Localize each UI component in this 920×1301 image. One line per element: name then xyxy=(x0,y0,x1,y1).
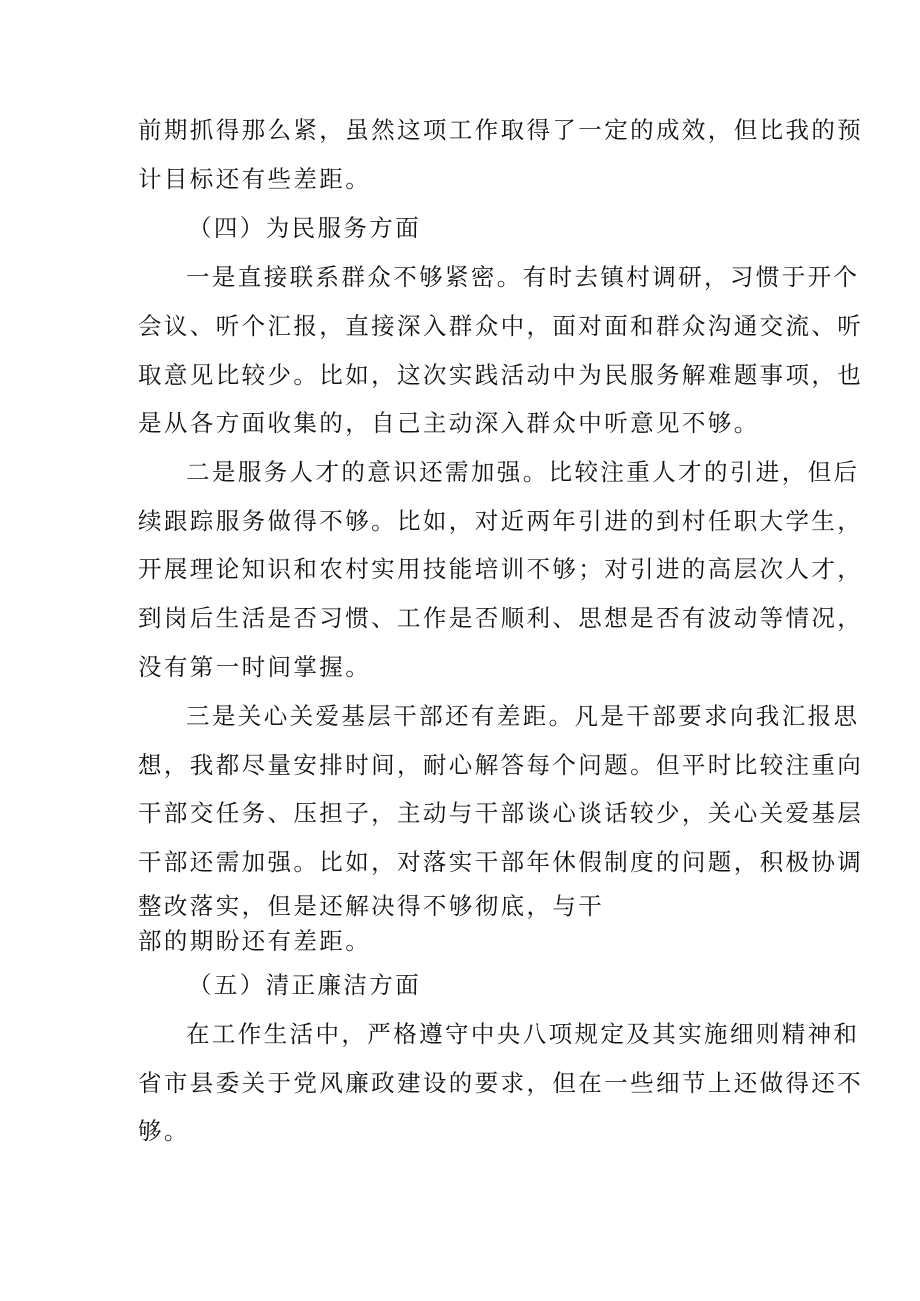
paragraph-line: 整改落实，但是还解决得不够彻底，与干 xyxy=(138,892,605,920)
paragraph-line: 在工作生活中，严格遵守中央八项规定及其实施细则精神和 xyxy=(186,1020,860,1048)
paragraph-line: 够。 xyxy=(138,1117,190,1145)
paragraph-line: 三是关心关爱基层干部还有差距。凡是干部要求向我汇报思 xyxy=(186,702,860,730)
paragraph-line: 省市县委关于党风廉政建设的要求，但在一些细节上还做得还不 xyxy=(138,1069,864,1097)
paragraph-line: 开展理论知识和农村实用技能培训不够；对引进的高层次人才， xyxy=(138,555,864,583)
paragraph-line: 想，我都尽量安排时间，耐心解答每个问题。但平时比较注重向 xyxy=(138,751,864,779)
paragraph-line: 二是服务人才的意识还需加强。比较注重人才的引进，但后 xyxy=(186,458,860,486)
paragraph-line: 取意见比较少。比如，这次实践活动中为民服务解难题事项，也 xyxy=(138,361,864,389)
paragraph-line: 一是直接联系群众不够紧密。有时去镇村调研，习惯于开个 xyxy=(186,263,860,291)
section-heading-integrity: （五）清正廉洁方面 xyxy=(188,971,422,999)
paragraph-line: 到岗后生活是否习惯、工作是否顺利、思想是否有波动等情况， xyxy=(138,604,864,632)
paragraph-line: 前期抓得那么紧，虽然这项工作取得了一定的成效，但比我的预 xyxy=(138,116,864,144)
paragraph-line: 没有第一时间掌握。 xyxy=(138,653,372,681)
paragraph-line: 计目标还有些差距。 xyxy=(138,165,372,193)
paragraph-line: 干部还需加强。比如，对落实干部年休假制度的问题，积极协调 xyxy=(138,848,864,876)
paragraph-line: 续跟踪服务做得不够。比如，对近两年引进的到村任职大学生， xyxy=(138,507,864,535)
paragraph-line: 部的期盼还有差距。 xyxy=(138,927,372,955)
section-heading-service: （四）为民服务方面 xyxy=(188,214,422,242)
paragraph-line: 是从各方面收集的，自己主动深入群众中听意见不够。 xyxy=(138,409,760,437)
paragraph-line: 干部交任务、压担子，主动与干部谈心谈话较少，关心关爱基层 xyxy=(138,799,864,827)
paragraph-line: 会议、听个汇报，直接深入群众中，面对面和群众沟通交流、听 xyxy=(138,312,864,340)
